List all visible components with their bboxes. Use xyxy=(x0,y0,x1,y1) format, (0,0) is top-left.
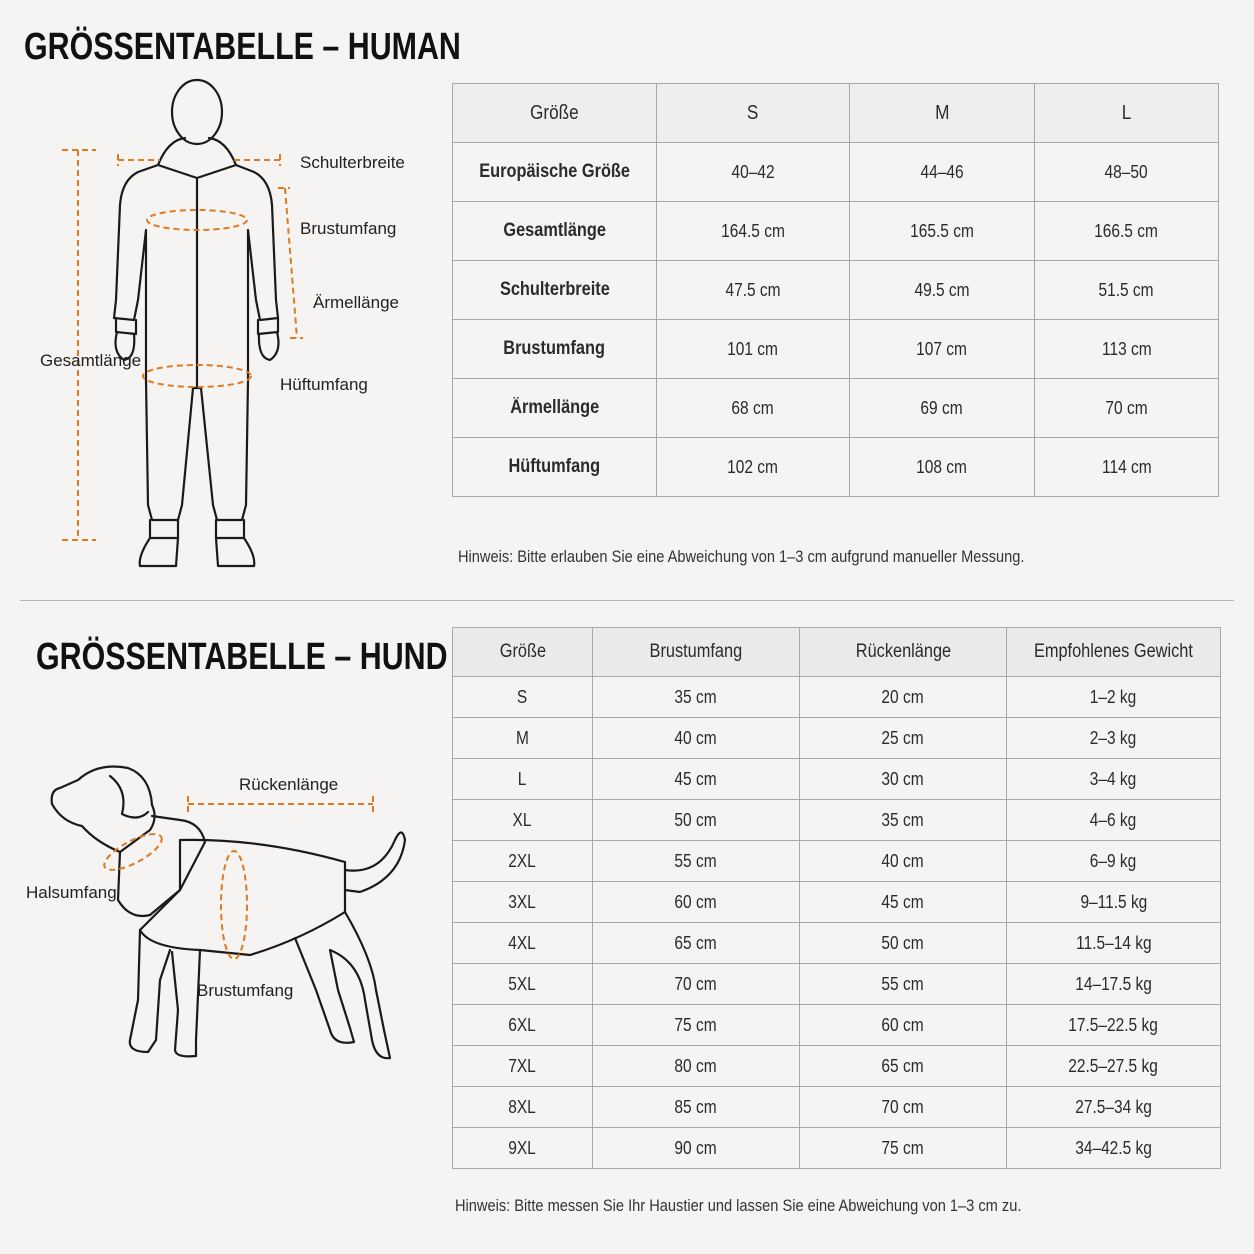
table-cell: 30 cm xyxy=(800,759,1007,800)
dog-ear-outline xyxy=(110,776,148,818)
table-cell: 50 cm xyxy=(800,923,1007,964)
table-cell: 165.5 cm xyxy=(850,202,1035,261)
table-cell: 40 cm xyxy=(593,718,800,759)
table-row xyxy=(453,143,1219,202)
dog-figure-illustration xyxy=(0,0,440,1254)
label-dog-brustumfang: Brustumfang xyxy=(197,981,294,1000)
header-cell: S xyxy=(657,84,850,143)
table-row xyxy=(453,1005,1221,1046)
table-cell: 69 cm xyxy=(850,379,1035,438)
dog-head-outline xyxy=(52,767,155,853)
table-cell: 45 cm xyxy=(593,759,800,800)
table-cell: 114 cm xyxy=(1035,438,1219,497)
table-cell: 5XL xyxy=(453,964,593,1005)
table-cell: 44–46 xyxy=(850,143,1035,202)
row-header-cell: Gesamtlänge xyxy=(453,202,657,261)
table-cell: 17.5–22.5 kg xyxy=(1007,1005,1221,1046)
table-cell: 3XL xyxy=(453,882,593,923)
table-row xyxy=(453,718,1221,759)
table-row xyxy=(453,841,1221,882)
table-row xyxy=(453,438,1219,497)
table-cell: 45 cm xyxy=(800,882,1007,923)
table-cell: 22.5–27.5 kg xyxy=(1007,1046,1221,1087)
table-cell: 35 cm xyxy=(593,677,800,718)
table-cell: 11.5–14 kg xyxy=(1007,923,1221,964)
table-row xyxy=(453,261,1219,320)
table-row xyxy=(453,964,1221,1005)
table-cell: 6–9 kg xyxy=(1007,841,1221,882)
table-cell: 2–3 kg xyxy=(1007,718,1221,759)
table-cell: 60 cm xyxy=(800,1005,1007,1046)
table-cell: 80 cm xyxy=(593,1046,800,1087)
table-cell: 51.5 cm xyxy=(1035,261,1219,320)
table-cell: 85 cm xyxy=(593,1087,800,1128)
table-cell: 70 cm xyxy=(800,1087,1007,1128)
table-row xyxy=(453,759,1221,800)
table-cell: 40–42 xyxy=(657,143,850,202)
table-cell: 60 cm xyxy=(593,882,800,923)
row-header-cell: Hüftumfang xyxy=(453,438,657,497)
table-row xyxy=(453,1046,1221,1087)
table-header-row xyxy=(453,628,1221,677)
table-cell: 47.5 cm xyxy=(657,261,850,320)
header-cell: Empfohlenes Gewicht xyxy=(1007,628,1221,677)
header-cell: L xyxy=(1035,84,1219,143)
row-header-cell: Brustumfang xyxy=(453,320,657,379)
table-cell: 102 cm xyxy=(657,438,850,497)
table-cell: XL xyxy=(453,800,593,841)
table-row xyxy=(453,1087,1221,1128)
table-cell: 55 cm xyxy=(800,964,1007,1005)
table-cell: 1–2 kg xyxy=(1007,677,1221,718)
table-cell: 34–42.5 kg xyxy=(1007,1128,1221,1169)
table-row xyxy=(453,677,1221,718)
human-size-table xyxy=(452,83,1219,497)
header-cell: M xyxy=(850,84,1035,143)
dog-size-chart-title: GRÖSSENTABELLE – HUND xyxy=(36,636,448,678)
table-cell: M xyxy=(453,718,593,759)
dog-measurement-note: Hinweis: Bitte messen Sie Ihr Haustier und lassen Sie eine Abweichung von 1–3 cm zu. xyxy=(455,1196,1022,1215)
dog-back-legs-outline xyxy=(295,912,390,1058)
table-cell: 70 cm xyxy=(593,964,800,1005)
table-cell: 49.5 cm xyxy=(850,261,1035,320)
table-cell: 9–11.5 kg xyxy=(1007,882,1221,923)
table-cell: 9XL xyxy=(453,1128,593,1169)
table-cell: S xyxy=(453,677,593,718)
table-row xyxy=(453,800,1221,841)
label-gesamtlaenge: Gesamtlänge xyxy=(40,351,142,370)
label-rueckenlaenge: Rückenlänge xyxy=(239,775,339,794)
label-halsumfang: Halsumfang xyxy=(26,883,117,902)
label-hueftumfang: Hüftumfang xyxy=(280,375,368,394)
table-cell: 75 cm xyxy=(593,1005,800,1046)
table-row xyxy=(453,202,1219,261)
table-row xyxy=(453,379,1219,438)
table-cell: 108 cm xyxy=(850,438,1035,497)
table-cell: 35 cm xyxy=(800,800,1007,841)
table-cell: 50 cm xyxy=(593,800,800,841)
dog-tail-outline xyxy=(345,833,405,893)
dog-size-table xyxy=(452,627,1221,1169)
header-cell: Größe xyxy=(453,84,657,143)
table-cell: 7XL xyxy=(453,1046,593,1087)
table-cell: 164.5 cm xyxy=(657,202,850,261)
table-cell: 65 cm xyxy=(593,923,800,964)
table-cell: 8XL xyxy=(453,1087,593,1128)
table-cell: 90 cm xyxy=(593,1128,800,1169)
label-aermellaenge: Ärmellänge xyxy=(313,293,399,312)
table-cell: 27.5–34 kg xyxy=(1007,1087,1221,1128)
table-cell: 40 cm xyxy=(800,841,1007,882)
table-row xyxy=(453,1128,1221,1169)
human-size-chart-title: GRÖSSENTABELLE – HUMAN xyxy=(24,26,461,68)
table-cell: 166.5 cm xyxy=(1035,202,1219,261)
table-cell: 107 cm xyxy=(850,320,1035,379)
table-header-row xyxy=(453,84,1219,143)
table-cell: 20 cm xyxy=(800,677,1007,718)
row-header-cell: Europäische Größe xyxy=(453,143,657,202)
table-cell: 101 cm xyxy=(657,320,850,379)
header-cell: Rückenlänge xyxy=(800,628,1007,677)
table-row xyxy=(453,882,1221,923)
row-header-cell: Ärmellänge xyxy=(453,379,657,438)
row-header-cell: Schulterbreite xyxy=(453,261,657,320)
label-brustumfang: Brustumfang xyxy=(300,219,397,238)
table-cell: 14–17.5 kg xyxy=(1007,964,1221,1005)
table-cell: 6XL xyxy=(453,1005,593,1046)
table-cell: 25 cm xyxy=(800,718,1007,759)
header-cell: Größe xyxy=(453,628,593,677)
table-cell: 113 cm xyxy=(1035,320,1219,379)
table-cell: 2XL xyxy=(453,841,593,882)
human-measurement-note: Hinweis: Bitte erlauben Sie eine Abweichung von 1–3 cm aufgrund manueller Messung. xyxy=(458,547,1025,566)
table-cell: L xyxy=(453,759,593,800)
table-cell: 75 cm xyxy=(800,1128,1007,1169)
table-row xyxy=(453,320,1219,379)
table-cell: 68 cm xyxy=(657,379,850,438)
table-cell: 65 cm xyxy=(800,1046,1007,1087)
table-cell: 55 cm xyxy=(593,841,800,882)
header-cell: Brustumfang xyxy=(593,628,800,677)
table-cell: 3–4 kg xyxy=(1007,759,1221,800)
table-cell: 48–50 xyxy=(1035,143,1219,202)
label-schulterbreite: Schulterbreite xyxy=(300,153,405,172)
table-row xyxy=(453,923,1221,964)
table-cell: 4–6 kg xyxy=(1007,800,1221,841)
table-cell: 4XL xyxy=(453,923,593,964)
table-cell: 70 cm xyxy=(1035,379,1219,438)
